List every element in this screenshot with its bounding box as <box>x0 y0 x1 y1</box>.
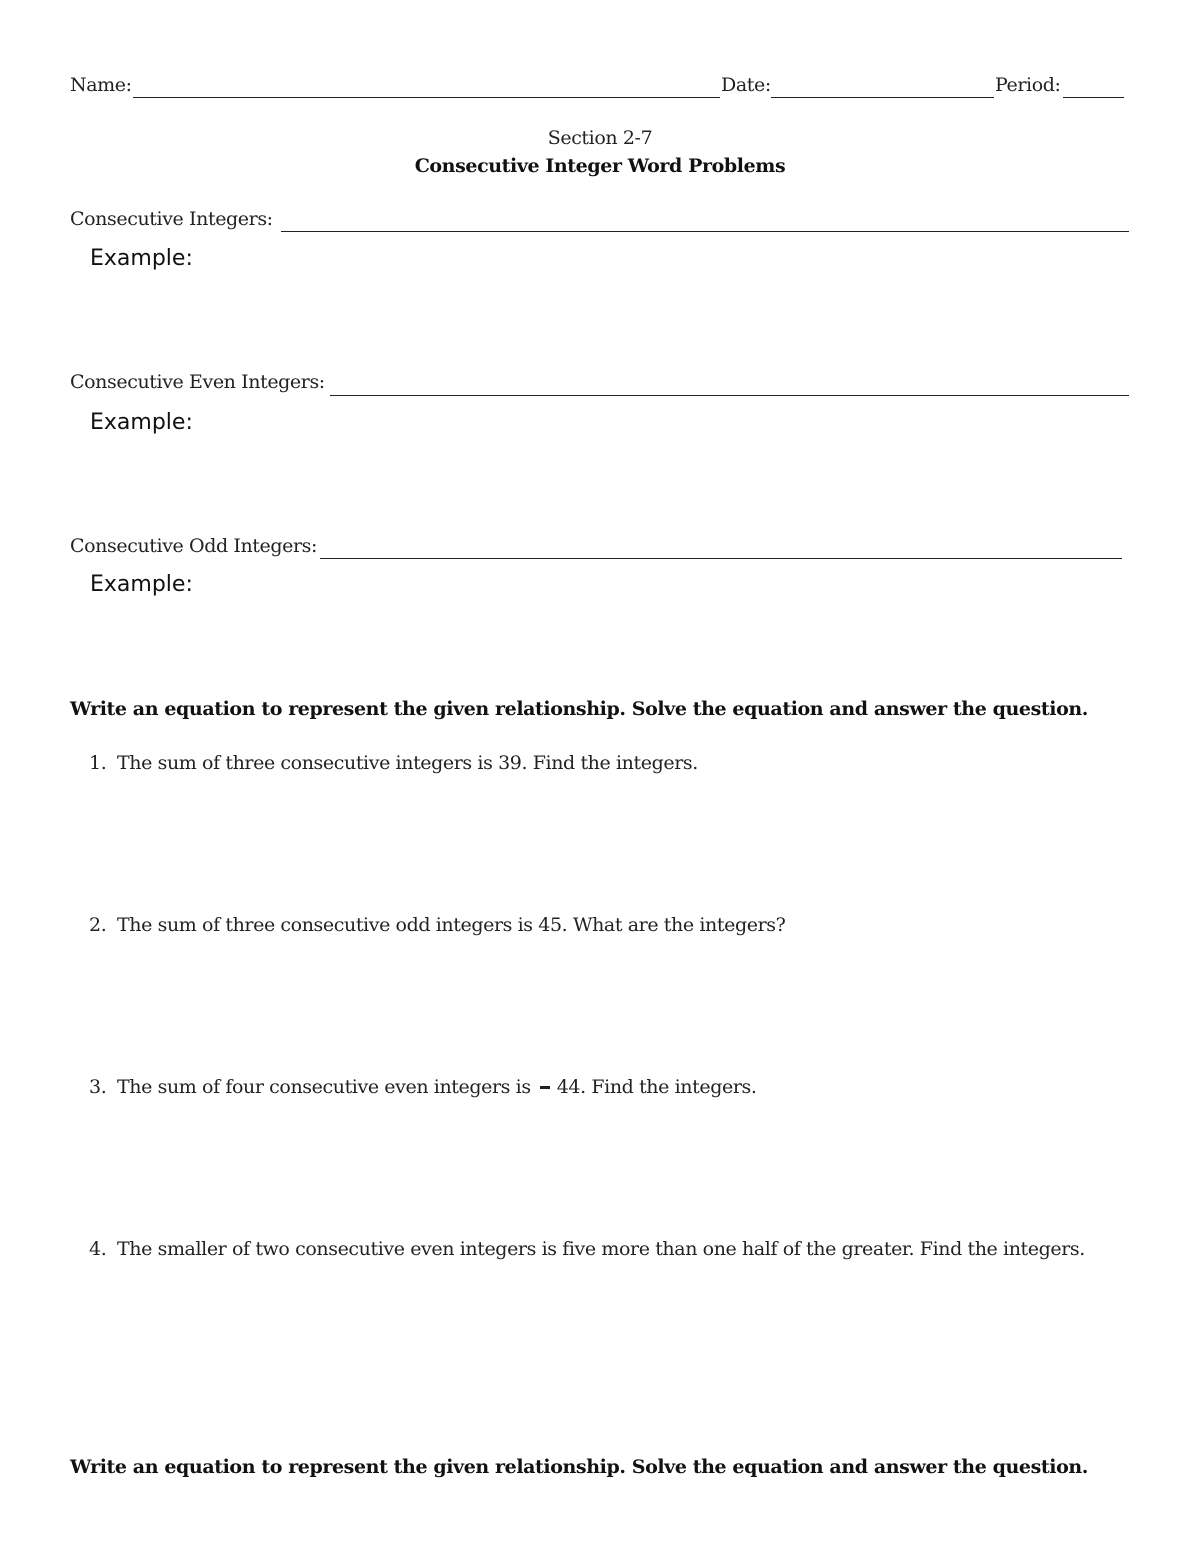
definition-blank-even[interactable] <box>330 395 1129 396</box>
problem-number: 2. <box>89 914 107 936</box>
problem-text: The sum of three consecutive integers is 39. Find the integers. <box>117 752 698 774</box>
problem-value: 44 <box>556 1076 581 1098</box>
example-label: Example: <box>90 572 193 597</box>
problem-text: The sum of three consecutive odd integers is 45. What are the integers? <box>117 914 786 936</box>
problem-text: The smaller of two consecutive even integers is five more than one half of the greater. Find the integers. <box>117 1238 1085 1260</box>
date-label: Date: <box>721 74 771 96</box>
definition-label-consecutive: Consecutive Integers: <box>70 208 273 230</box>
definition-blank-consecutive[interactable] <box>281 231 1129 232</box>
minus-sign-icon <box>540 1086 550 1089</box>
definition-label-even: Consecutive Even Integers: <box>70 371 325 393</box>
instructions-repeat: Write an equation to represent the given relationship. Solve the equation and answer the question. <box>70 1456 1089 1478</box>
problem-text-after: . Find the integers. <box>580 1076 757 1098</box>
name-blank[interactable] <box>133 97 720 98</box>
section-number: Section 2-7 <box>547 127 653 149</box>
example-label: Example: <box>90 246 193 271</box>
example-label: Example: <box>90 410 193 435</box>
period-label: Period: <box>995 74 1061 96</box>
name-label: Name: <box>70 74 132 96</box>
instructions: Write an equation to represent the given relationship. Solve the equation and answer the question. <box>70 698 1089 720</box>
date-blank[interactable] <box>771 97 994 98</box>
page-title: Consecutive Integer Word Problems <box>414 155 786 177</box>
problem-number: 3. <box>89 1076 107 1098</box>
period-blank[interactable] <box>1063 97 1124 98</box>
problem-text <box>117 1076 757 1098</box>
definition-blank-odd[interactable] <box>320 558 1122 559</box>
problem-number: 4. <box>89 1238 107 1260</box>
problem-number: 1. <box>89 752 107 774</box>
definition-label-odd: Consecutive Odd Integers: <box>70 535 318 557</box>
problem-text-before: The sum of four consecutive even integers is <box>117 1076 531 1098</box>
